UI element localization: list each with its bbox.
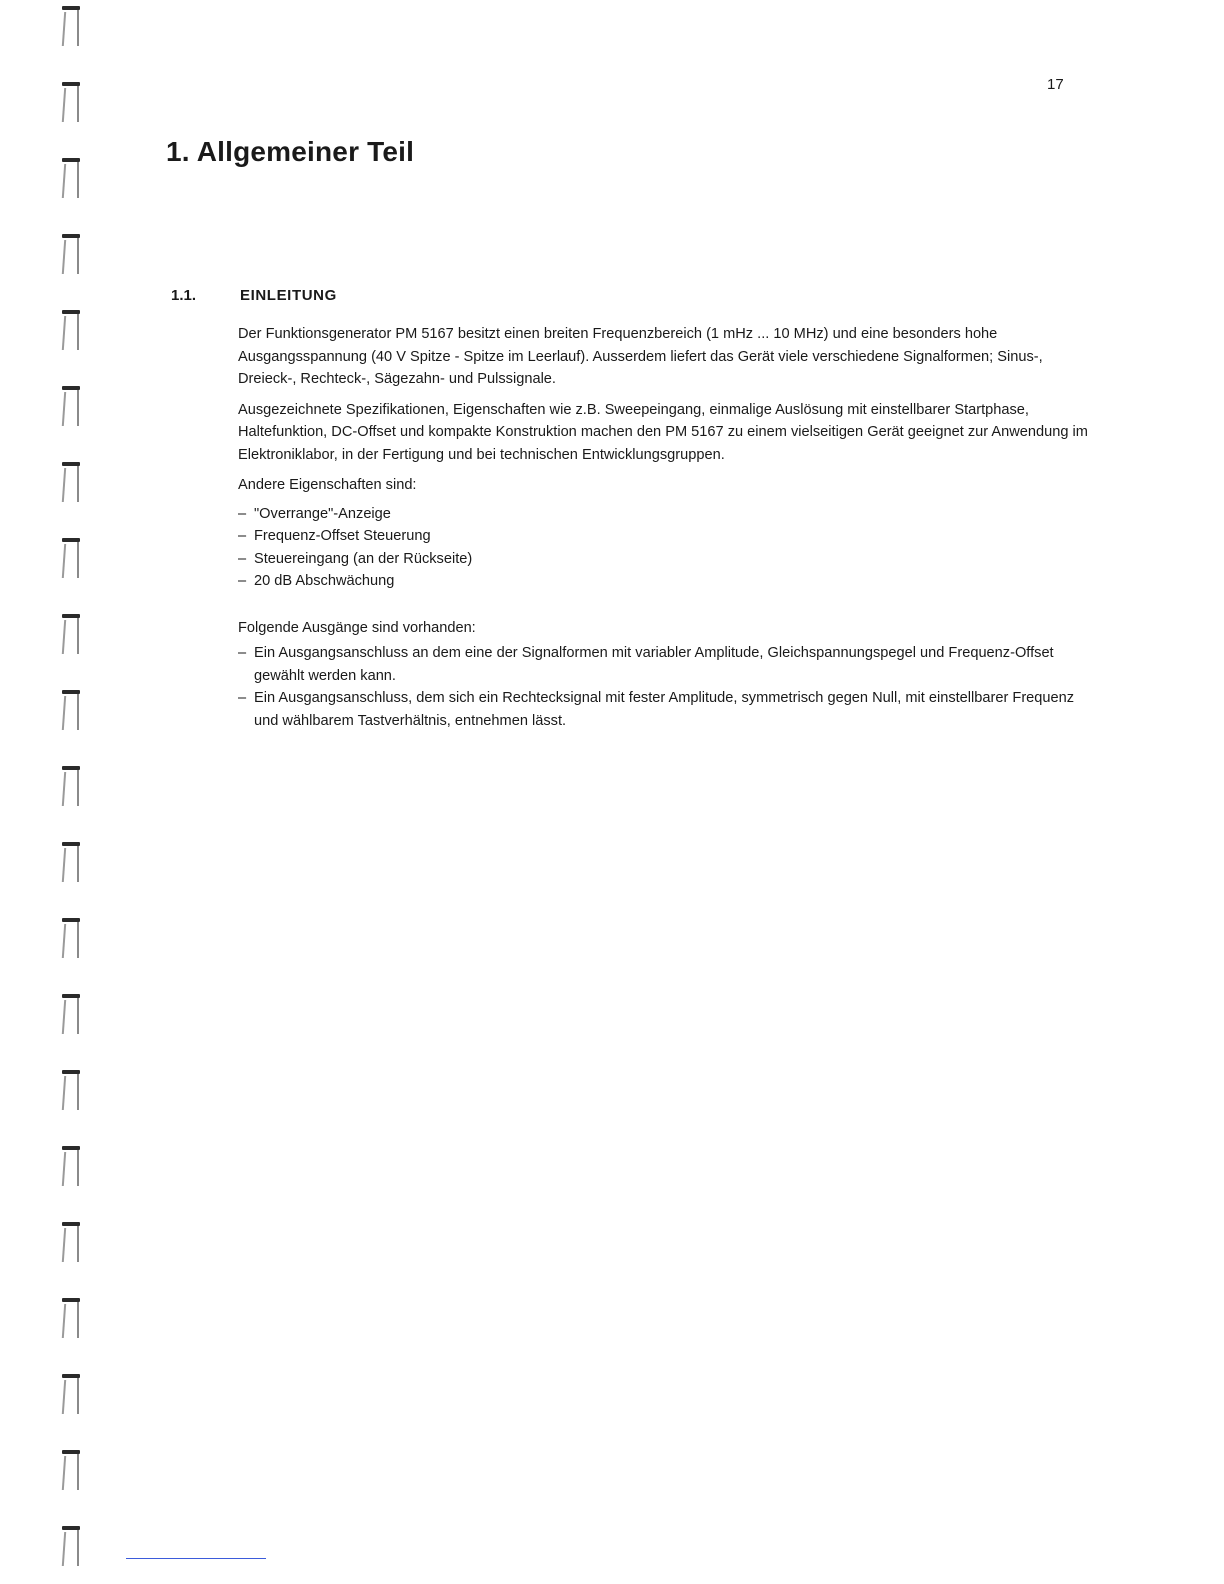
dash-bullet: – [238,645,247,661]
dash-bullet: – [238,573,247,589]
list-item-text: 20 dB Abschwächung [254,573,395,589]
list-item-text: Frequenz-Offset Steuerung [254,528,431,544]
binder-ring-icon [58,1298,86,1342]
dash-bullet: – [238,550,247,567]
list-item [238,548,1098,571]
section-number: 1.1. [171,287,197,304]
binder-ring-icon [58,614,86,658]
binder-ring-icon [58,310,86,354]
binder-ring-icon [58,1374,86,1418]
binder-ring-icon [58,766,86,810]
section-title: EINLEITUNG [240,287,337,304]
binder-ring-icon [58,1222,86,1266]
binder-ring-icon [58,462,86,506]
features-list [238,503,1098,593]
binder-ring-icon [58,842,86,886]
list-item [238,525,1098,548]
dash-bullet: – [238,690,247,706]
binder-ring-icon [58,234,86,278]
intro-paragraph: Der Funktionsgenerator PM 5167 besitzt einen breiten Frequenzbereich (1 mHz ... 10 MHz) und eine besonders hohe Ausgangsspannung (40 V Spitze - Spitze im Leerlauf). Ausserdem liefert das Gerät viele verschiedene Signalformen; Sinus-, Dreieck-, Rechteck-, Sägezahn- und Pulssignale. [238,326,1043,387]
section-body [238,323,1098,732]
specs-paragraph: Ausgezeichnete Spezifikationen, Eigenschaften wie z.B. Sweepeingang, einmalige Auslösung mit einstellbarer Startphase, Haltefunktion, DC-Offset und kompakte Konstruktion machen den PM 5167 zu einem vielseitigen Gerät geeignet zur Anwendung im Elektroniklabor, in der Fertigung und bei technischen Entwicklungsgruppen. [238,401,1088,463]
footer-rule [126,1558,266,1559]
binder-ring-icon [58,690,86,734]
chapter-title: 1. Allgemeiner Teil [166,136,415,167]
binder-ring-icon [58,918,86,962]
binder-rings [58,0,88,1584]
binder-ring-icon [58,994,86,1038]
page-number: 17 [1047,76,1064,93]
list-item-text: Ein Ausgangsanschluss an dem eine der Signalformen mit variabler Amplitude, Gleichspannungspegel und Frequenz-Offset gewählt werden kann. [254,645,1054,684]
list-item [238,642,1098,687]
list-item [238,570,1098,593]
dash-bullet: – [238,505,247,522]
outputs-list [238,642,1098,732]
list-item [238,687,1098,732]
list-item-text: "Overrange"-Anzeige [254,505,391,522]
features-intro: Andere Eigenschaften sind: [238,477,417,493]
binder-ring-icon [58,538,86,582]
binder-ring-icon [58,158,86,202]
binder-ring-icon [58,1146,86,1190]
dash-bullet: – [238,528,247,544]
binder-ring-icon [58,1526,86,1570]
outputs-intro: Folgende Ausgänge sind vorhanden: [238,619,476,636]
binder-ring-icon [58,386,86,430]
binder-ring-icon [58,6,86,50]
list-item-text: Steuereingang (an der Rückseite) [254,550,473,567]
binder-ring-icon [58,82,86,126]
list-item-text: Ein Ausgangsanschluss, dem sich ein Rechtecksignal mit fester Amplitude, symmetrisch gegen Null, mit einstellbarer Frequenz und wählbarem Tastverhältnis, entnehmen lässt. [254,690,1075,729]
binder-ring-icon [58,1070,86,1114]
binder-ring-icon [58,1450,86,1494]
list-item [238,503,1098,526]
